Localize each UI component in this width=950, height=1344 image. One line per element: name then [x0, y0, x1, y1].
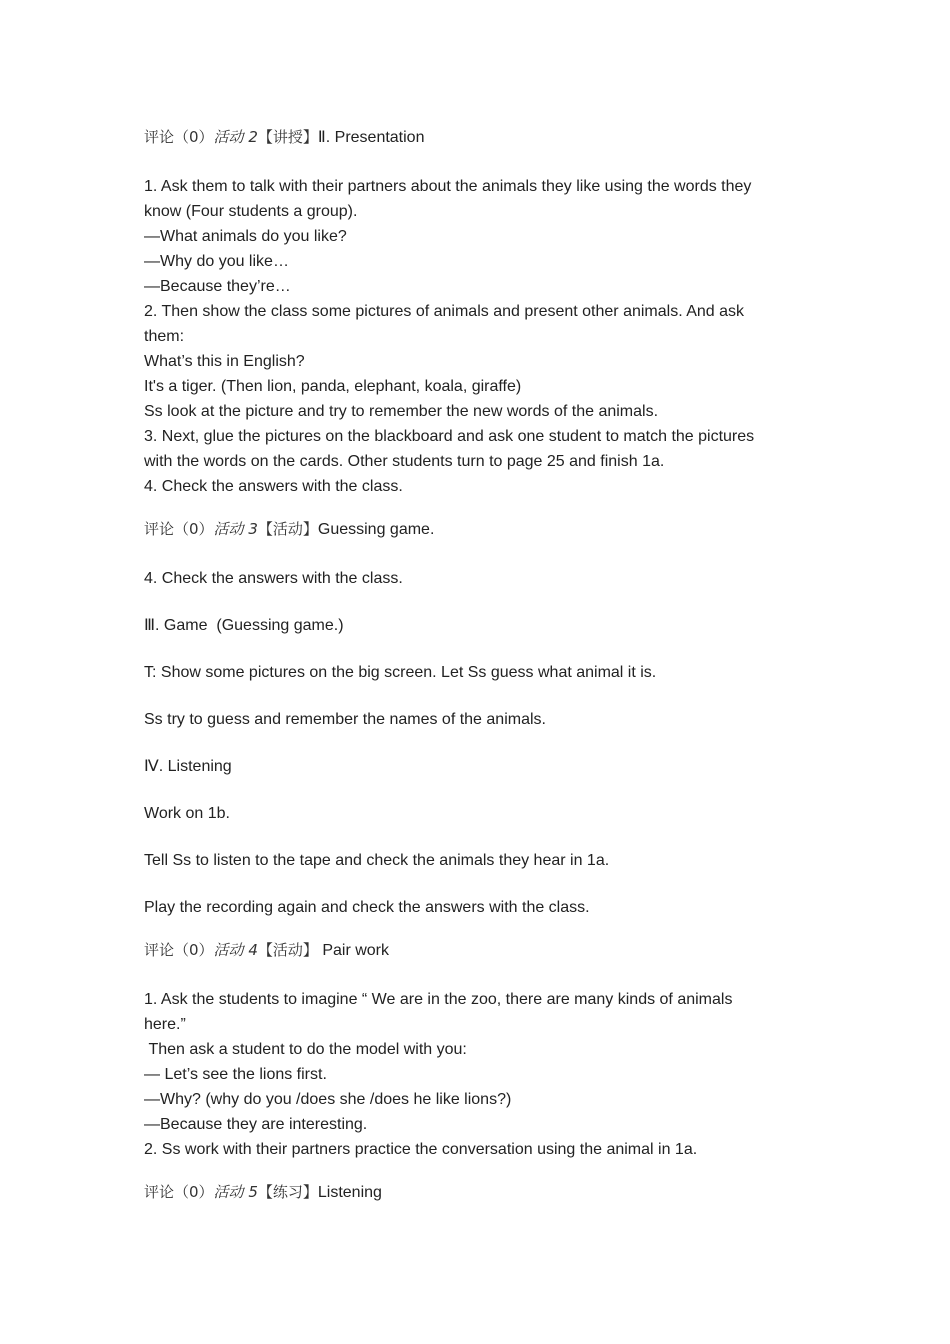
comment-link[interactable]: 评论（0）: [144, 128, 214, 146]
spacer: [144, 591, 804, 613]
activity-5-header: [144, 1181, 804, 1204]
activity-title: Pair work: [317, 942, 389, 959]
body-line: with the words on the cards. Other students turn to page 25 and finish 1a.: [144, 453, 665, 470]
body-line: —Why do you like…: [144, 253, 289, 270]
body-line: 2. Ss work with their partners practice the conversation using the animal in 1a.: [144, 1141, 698, 1158]
comment-link[interactable]: 评论（0）: [144, 941, 214, 959]
activity-tag: 【活动】: [257, 941, 318, 959]
body-line: them:: [144, 328, 185, 345]
spacer: [144, 920, 804, 939]
document-content: [144, 126, 804, 1204]
spacer: [144, 685, 804, 707]
comment-link[interactable]: 评论（0）: [144, 520, 214, 538]
body-paragraph: T: Show some pictures on the big screen. Let Ss guess what animal it is.: [144, 664, 657, 681]
activity-label: 活动 4: [213, 941, 258, 959]
spacer: [144, 779, 804, 801]
body-line: Then ask a student to do the model with you:: [144, 1041, 467, 1058]
comment-link[interactable]: 评论（0）: [144, 1183, 214, 1201]
body-paragraph: Work on 1b.: [144, 805, 230, 822]
spacer: [144, 499, 804, 518]
body-line: — Let’s see the lions first.: [144, 1066, 327, 1083]
body-paragraph: Ss try to guess and remember the names of the animals.: [144, 711, 546, 728]
body-line: What’s this in English?: [144, 353, 305, 370]
body-paragraph: 4. Check the answers with the class.: [144, 570, 403, 587]
activity-label: 活动 5: [213, 1183, 258, 1201]
body-line: know (Four students a group).: [144, 203, 358, 220]
activity-3-body: [144, 566, 804, 920]
spacer: [144, 541, 804, 566]
body-line: —Why? (why do you /does she /does he like lions?): [144, 1091, 512, 1108]
activity-title: Listening: [317, 1184, 382, 1201]
body-line: 3. Next, glue the pictures on the blackboard and ask one student to match the pictures: [144, 428, 755, 445]
body-paragraph: Play the recording again and check the answers with the class.: [144, 899, 590, 916]
activity-3-header: [144, 518, 804, 541]
activity-title: Ⅱ. Presentation: [317, 129, 425, 146]
body-line: —What animals do you like?: [144, 228, 347, 245]
activity-2-body: [144, 174, 804, 499]
body-line: 4. Check the answers with the class.: [144, 478, 403, 495]
spacer: [144, 826, 804, 848]
activity-title: Guessing game.: [317, 521, 435, 538]
body-line: —Because they’re…: [144, 278, 291, 295]
spacer: [144, 1162, 804, 1181]
body-line: here.”: [144, 1016, 186, 1033]
body-line: It's a tiger. (Then lion, panda, elephant, koala, giraffe): [144, 378, 522, 395]
activity-tag: 【活动】: [257, 520, 318, 538]
activity-tag: 【练习】: [257, 1183, 318, 1201]
body-line: 1. Ask the students to imagine “ We are in the zoo, there are many kinds of animals: [144, 991, 733, 1008]
activity-tag: 【讲授】: [257, 128, 318, 146]
body-line: —Because they are interesting.: [144, 1116, 368, 1133]
activity-4-header: [144, 939, 804, 962]
body-line: 2. Then show the class some pictures of animals and present other animals. And ask: [144, 303, 745, 320]
activity-2-header: [144, 126, 804, 149]
body-paragraph: Tell Ss to listen to the tape and check the animals they hear in 1a.: [144, 852, 610, 869]
body-line: 1. Ask them to talk with their partners about the animals they like using the words they: [144, 178, 752, 195]
body-line: Ss look at the picture and try to remember the new words of the animals.: [144, 403, 659, 420]
spacer: [144, 873, 804, 895]
activity-4-body: [144, 987, 804, 1162]
activity-label: 活动 2: [213, 128, 258, 146]
section-heading: Ⅳ. Listening: [144, 758, 232, 775]
spacer: [144, 732, 804, 754]
spacer: [144, 638, 804, 660]
section-heading: Ⅲ. Game (Guessing game.): [144, 617, 344, 634]
spacer: [144, 149, 804, 174]
spacer: [144, 962, 804, 987]
activity-label: 活动 3: [213, 520, 258, 538]
